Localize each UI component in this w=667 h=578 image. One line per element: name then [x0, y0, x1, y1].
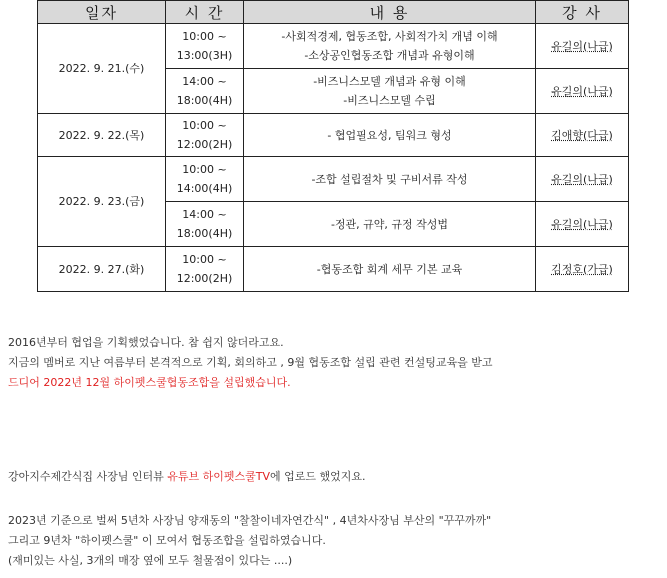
content-cell: -협동조합 회계 세무 기본 교육: [244, 247, 536, 292]
time-cell: 10:00 ~ 13:00(3H): [166, 24, 244, 69]
body-text: 2016년부터 협업을 기획했었습니다. 참 쉽지 않더라고요.: [8, 336, 284, 349]
table-row: [38, 114, 629, 157]
table-header-row: [38, 1, 629, 24]
highlight-text: 드디어 2022년 12월 하이펫스쿨협동조합을 설립했습니다.: [8, 376, 291, 389]
header-time: 시 간: [166, 1, 244, 24]
content-cell: -사회적경제, 협동조합, 사회적가치 개념 이해 -소상공인협동조합 개념과 유형이해: [244, 24, 536, 69]
header-teacher: 강 사: [536, 1, 629, 24]
content-cell: -비즈니스모델 개념과 유형 이해 -비즈니스모델 수립: [244, 69, 536, 114]
body-text: 그리고 9년차 "하이펫스쿨" 이 모여서 협동조합을 설립하였습니다.: [8, 534, 326, 547]
table-row: [38, 247, 629, 292]
time-cell: 14:00 ~ 18:00(4H): [166, 202, 244, 247]
teacher-cell: 김애향(다급): [536, 114, 629, 157]
date-cell: 2022. 9. 21.(수): [38, 24, 166, 114]
body-text: 2023년 기준으로 벌써 5년차 사장님 양재동의 "찰찰이네자연간식" , 4년차사장님 부산의 "꾸꾸까까": [8, 514, 492, 527]
teacher-cell: 유길의(나급): [536, 24, 629, 69]
table-row: [38, 157, 629, 202]
education-schedule-table: [37, 0, 629, 292]
date-cell: 2022. 9. 27.(화): [38, 247, 166, 292]
header-content: 내 용: [244, 1, 536, 24]
time-cell: 10:00 ~ 14:00(4H): [166, 157, 244, 202]
body-text: 지금의 멤버로 지난 여름부터 본격적으로 기획, 회의하고 , 9월 협동조합 설립 관련 컨설팅교육을 받고: [8, 356, 493, 369]
date-cell: 2022. 9. 22.(목): [38, 114, 166, 157]
intro-paragraph: [8, 333, 658, 393]
content-cell: - 협업필요성, 팀워크 형성: [244, 114, 536, 157]
body-text: (재미있는 사실, 3개의 매장 옆에 모두 철물점이 있다는 ....): [8, 554, 293, 567]
time-cell: 10:00 ~ 12:00(2H): [166, 247, 244, 292]
teacher-cell: 유길의(나급): [536, 202, 629, 247]
teacher-cell: 유길의(나급): [536, 69, 629, 114]
time-cell: 14:00 ~ 18:00(4H): [166, 69, 244, 114]
content-cell: -조합 설립절차 및 구비서류 작성: [244, 157, 536, 202]
members-paragraph: [8, 511, 658, 571]
youtube-paragraph: [8, 467, 658, 487]
content-cell: -정관, 규약, 규정 작성법: [244, 202, 536, 247]
header-date: 일자: [38, 1, 166, 24]
time-cell: 10:00 ~ 12:00(2H): [166, 114, 244, 157]
body-text: 강아지수제간식집 사장님 인터뷰 유튜브 하이펫스쿨TV에 업로드 했었지요.: [8, 470, 366, 483]
teacher-cell: 김정호(가급): [536, 247, 629, 292]
youtube-link[interactable]: 유튜브 하이펫스쿨TV: [167, 470, 271, 483]
teacher-cell: 유길의(나급): [536, 157, 629, 202]
table-row: [38, 24, 629, 69]
date-cell: 2022. 9. 23.(금): [38, 157, 166, 247]
